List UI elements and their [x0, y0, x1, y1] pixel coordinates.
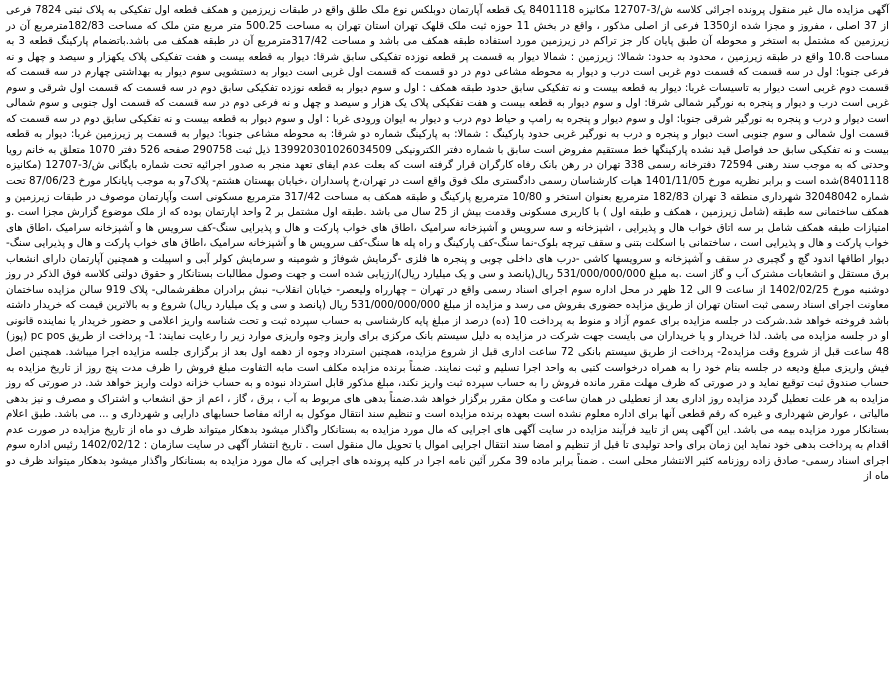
- auction-notice-text: آگهی مزایده مال غیر منقول پرونده اجرائی کلاسه ش/3-12707 مکانیزه 8401118 یک قطعه آپارتمان دوبلکس نوع ملک طلق واقع در طبقات زیرزمین و همکف قطعه اول تفکیکی به پلاک ثبتی 7824 فرعی از 37 اصلی ، مفروز و مجزا شده از1350 فرعی از اصلی مذکور ، واقع در بخش 11 حوزه ثبت ملک قلهک تهران استان تهران به مساحت 500.25 متر مربع متن ملک که مساحت 182/83مترمربع آن در زیرزمین که مشتمل به استخر و محوطه آن طبق پایان کار جز تراکم در زیرزمین مورد استفاده طبقه همکف می باشد و مساحت 317/42مترمربع آن در طبقه همکف می باشد.باتضمام پارکینگ قطعه 3 به مساحت 10.8 واقع در طبقه زیرزمین ، محدود به حدود: شمالا: زیرزمین : شمالا دیوار به قسمت پر قطعه نوزده تفکیکی سابق شرقا: دیوار به قطعه بیست و هفت تفکیکی پلاک یکهزار و سیصد و چهل و نه فرعی جنوبا: اول در سه قسمت که قسمت دوم غربی است درب و دیوار به محوطه مشاعی دوم در دو قسمت که قسمت اول غربی است دیوار به دستشویی سوم دیوار به بهداشتی چهارم در سه قسمت که قسمت دوم غربی است دیوار به تاسیسات غربا: دیوار به قطعه بیست و نه تفکیکی سابق حدود طبقه همکف : اول و سوم دیوار به قطعه نوزده تفکیکی سابق دوم در سه قسمت که قسمت اول شرقی و سوم غربی است درب و دیوار و پنجره به نورگیر شمالی شرقا: اول و سوم دیوار به قطعه بیست و هفت تفکیکی پلاک یک هزار و سیصد و چهل و نه فرعی دوم در سه قسمت که قسمت اول جنوبی و سوم شمالی است دیوار و درب و پنجره به نورگیر شرقی جنوبا: اول و سوم دیوار و پنجره به رامپ و حیاط دوم درب و دیوار به ایوان ورودی غربا : اول و سوم دیوار به قطعه بیست و نه تفکیکی سابق دوم در سه قسمت که قسمت اول شمالی و سوم جنوبی است دیوار و پنجره و درب به نورگیر غربی حدود پارکینگ : شمالا: به پارکینگ شماره دو شرقا: به محوطه مشاعی جنوبا: دیوار به قسمت پر زیرزمین غربا: دیوار به قطعه بیست و نه تفکیکی سابق حد فواصل قید نشده پارکینگها خط مستقیم مفروض است سابق با شماره دفتر الکترونیکی 139920301026034509 ذیل ثبت 290758 صفحه 526 دفتر 1070 متعلق به خانم رویا وحدتی که به موجب سند رهنی 72594 دفترخانه رسمی 338 تهران در رهن بانک رفاه کارگران قرار گرفته است که بعلت عدم ایفای تعهد منجر به صدور اجرائیه تحت شماره بایگانی ش/3-12707 (مکانیزه 8401118)شده است و برابر نظریه مورخ 1401/11/05 هیات کارشناسان رسمی دادگستری ملک فوق واقع است در تهران،خ پاسداران ،خیابان بهستان هشتم- پلاک7و به موجب پایانکار مورخ 87/06/23 تحت شماره 32048042 شهرداری منطقه 3 تهران 182/83 مترمربع بعنوان استخر و 10/80 مترمربع پارکینگ و طبقه همکف به مساحت 317/42 مترمربع مسکونی است وآپارتمان موصوف در طبقات زیرزمین و همکف ساختمانی سه طبقه (شامل زیرزمین ، همکف و طبقه اول ) با کاربری مسکونی وقدمت بیش از 25 سال می باشد .طبقه اول مشتمل بر 2 واحد اپارتمان بوده که از ملک موضوع گزارش مجزا است .و امتیازات طبقه همکف شامل بر سه اتاق خواب هال و پذیرایی ، اشپزخانه و سه سرویس و آشپزخانه سرامیک ،اطاق های خواب پارکت و هال و پذیرایی سنگ-کف سرویس ها و آشپزخانه سرامیک ،اطاق های خواب پارکت و هال و پذیرایی است ، ساختمانی با اسکلت بتنی و سقف تیرچه بلوک-نما سنگ-کف پارکینگ و راه پله ها سنگ-کف سرویس ها و آشپزخانه سرامیک ،اطاق های خواب پارکت و هال و پذیرایی سنگ-دیوار اطاقها اندود گچ و گچبری در سقف و آشپزخانه و سرویسها کاشی -درب های داخلی چوبی و پنجره ها فلزی -گرمایش شوفاژ و شومینه و سرمایش کولر آبی و اسپیلت و همچنین آپارتمان دارای انشعاب برق مستقل و انشعابات مشترک آب و گاز است .به مبلغ 531/000/000/000 ریال(پانصد و سی و یک میلیارد ریال)ارزیابی شده است و جهت وصول مطالبات بستانکار و حقوق دولتی کلاسه فوق الذکر در روز دوشنبه مورخ 1402/02/25 از ساعت 9 الی 12 ظهر در محل اداره سوم اجرای اسناد رسمی واقع در تهران – چهارراه ولیعصر- خیابان انقلاب- نبش برادران مظفرشمالی- پلاک 919 سالن مزایده ساختمان معاونت اجرای اسناد رسمی ثبت استان تهران از طریق مزایده حضوری بفروش می رسد و مزایده از مبلغ 531/000/000/000 ریال (پانصد و سی و یک میلیارد ریال) شروع و به بالاترین قیمت که خریدار داشته باشد فروخته خواهد شد.شرکت در جلسه مزایده برای عموم آزاد و منوط به پرداخت 10 (ده) درصد از مبلغ پایه کارشناسی به حساب سپرده ثبت و تحت شناسه واریز اعلامی و حضور خریدار یا نماینده قانونی او در جلسه مزایده می باشد. لذا خریدار و یا خریداران می بایست جهت شرکت در مزایده به دلیل سیستم بانک مرکزی برای واریز وجوه واریزی موارد زیر را رعایت نمایند: 1- پرداخت از طریق pc pos (پوز) 48 ساعت قبل از شروع وقت مزایده2- پرداخت از طریق سیستم بانکی 72 ساعت اداری قبل از شروع مزایده، همچنین استرداد وجوه از دهمه اول بعد از برگزاری جلسه مزایده اجرا میباشد. همچنین اصل فیش واریزی مبلغ ودیعه در جلسه بنام خود را به همراه درخواست کتبی به واحد اجرا تسلیم و ثبت نمایند. ضمناً برنده مزایده مکلف است مابه التفاوت مبلغ فروش را ظرف مدت پنج روز از تاریخ مزایده به حساب صندوق ثبت توقیع نماید و در صورتی که ظرف مهلت مقرر مانده فروش را به حساب سپرده ثبت واریز نکند، مبلغ مذکور قابل استرداد نبوده و به حساب خزانه دولت واریز خواهد شد. در صورتی که روز مزایده به هر علت تعطیل گردد مزایده روز اداری بعد از تعطیلی در همان ساعت و مکان مقرر برگزار خواهد شد.ضمناً بدهی های مربوط به آب ، برق ، گاز ، اعم از حق انشعاب و اشتراک و مصرف و نیز بدهی مالیاتی ، عوارض شهرداری و غیره که رقم قطعی آنها برای اداره معلوم نشده است بعهده برنده مزایده است و تنظیم سند انتقال موکول به ارائه مفاصا حسابهای دارایی و شهرداری و ... می باشد. طبق اعلام بستانکار مورد مزایده بیمه می باشد. این آگهی پس از تایید فرآیند مزایده در سایت آگهی های اجرایی که مال مورد مزایده به بستانکار واگذار میشود بدهکار میتواند ظرف دو ماه از تاریخ مزایده در صورت عدم اقدام به پرداخت بدهی خود نماید این زمان برای واحد تولیدی تا قبل از تنظیم و امضا سند انتقال اجرایی اموال یا تحویل مال منقول است . تاریخ انتشار آگهی در سایت سازمان : 1402/02/12 رئیس اداره سوم اجرای اسناد رسمی- صادق زاده روزنامه کثیر الانتشار محلی است . ضمناً برابر ماده 39 مکرر آئین نامه اجرا در کلیه پرونده های اجرایی که مال مورد مزایده به بستانکار واگذار میشود بدهکار میتواند ظرف دو ماه از: [6, 4, 890, 483]
